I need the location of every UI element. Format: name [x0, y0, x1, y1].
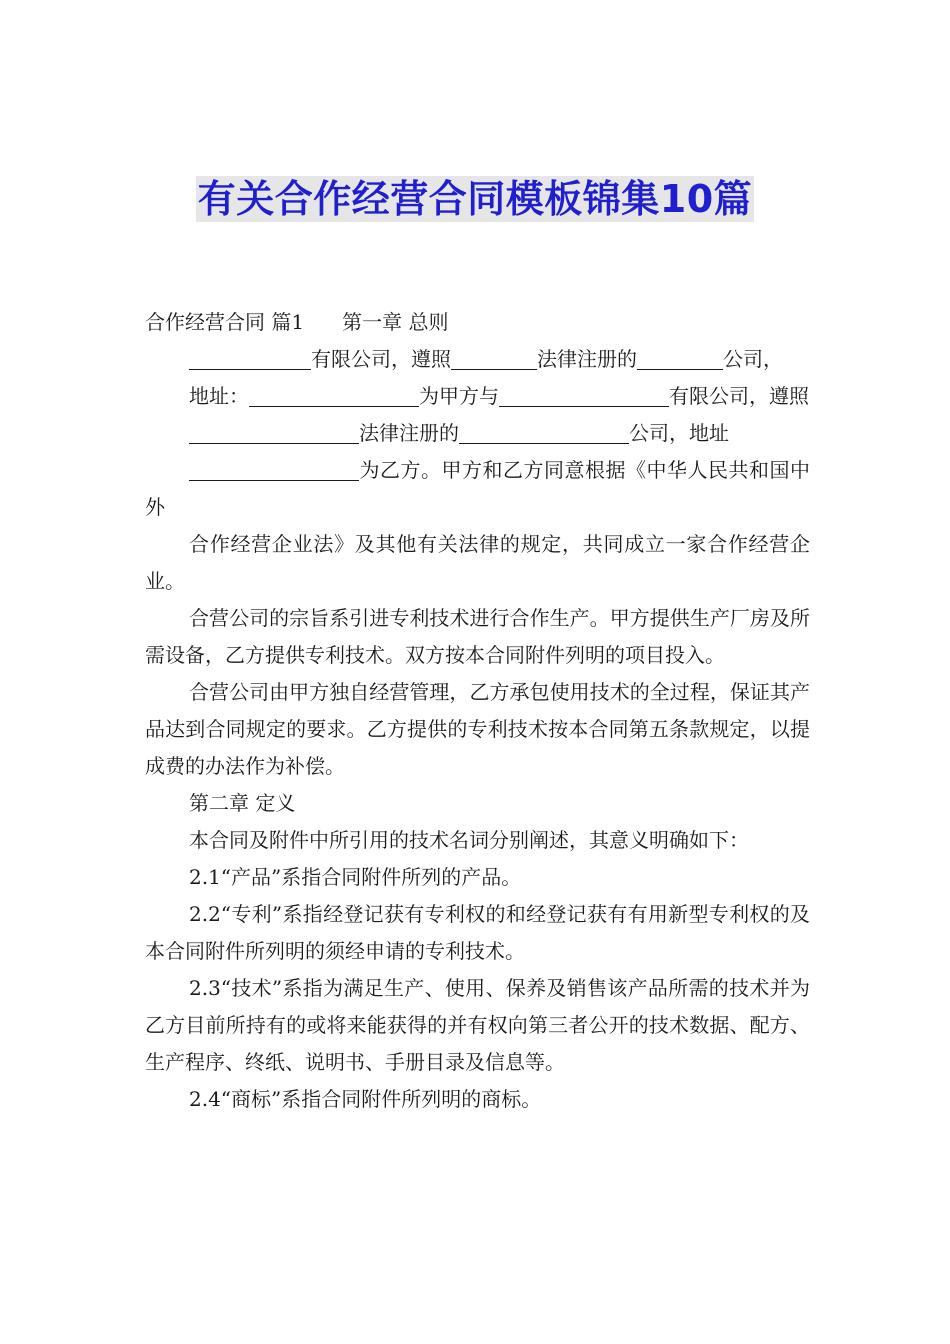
clause-2-3: 2.3“技术”系指为满足生产、使用、保养及销售该产品所需的技术并为乙方目前所持有的或将来能获得的并有权向第三者公开的技术数据、配方、生产程序、终纸、说明书、手册目录及信息等。: [145, 976, 810, 1074]
text-fragment: 为甲方与: [419, 384, 499, 408]
blank-field: [189, 417, 359, 444]
paragraph-parties-2: [145, 378, 810, 415]
blank-field: [459, 417, 629, 444]
clause-2-4: 2.4“商标”系指合同附件所列明的商标。: [189, 1087, 542, 1111]
document-title: 有关合作经营合同模板锦集10篇: [197, 177, 753, 221]
paragraph-parties-4: [145, 452, 810, 526]
blank-field: [451, 343, 537, 370]
paragraph-management: 合营公司由甲方独自经营管理，乙方承包使用技术的全过程，保证其产品达到合同规定的要求。乙方提供的专利技术按本合同第五条款规定，以提成费的办法作为补偿。: [145, 680, 810, 778]
paragraph-purpose: 合营公司的宗旨系引进专利技术进行合作生产。甲方提供生产厂房及所需设备，乙方提供专利技术。双方按本合同附件列明的项目投入。: [145, 606, 810, 667]
clause-2-1: 2.1“产品”系指合同附件所列的产品。: [189, 865, 522, 889]
chapter-1-heading: 第一章 总则: [342, 310, 449, 334]
text-fragment: 公司，地址: [629, 421, 729, 445]
clause-2-2: 2.2“专利”系指经登记获有专利权的和经登记获有有用新型专利权的及本合同附件所列明的须经申请的专利技术。: [145, 902, 810, 963]
paragraph-parties-1: [145, 341, 810, 378]
text-fragment: 法律注册的: [537, 347, 637, 371]
blank-field: [637, 343, 723, 370]
chapter-2-heading: 第二章 定义: [189, 791, 296, 815]
title-area: [0, 176, 950, 222]
blank-field: [189, 343, 311, 370]
text-fragment: 法律注册的: [359, 421, 459, 445]
paragraph-parties-3: [145, 415, 810, 452]
text-fragment: 地址：: [189, 384, 249, 408]
paragraph-definitions-intro: 本合同及附件中所引用的技术名词分别阐述，其意义明确如下：: [189, 828, 749, 852]
text-fragment: 公司，: [723, 347, 783, 371]
text-fragment: 有限公司，遵照: [669, 384, 809, 408]
blank-field: [249, 380, 419, 407]
text-fragment: 为乙方。甲方和乙方同意根据《中华人民共和国中外: [145, 458, 810, 519]
blank-field: [189, 454, 359, 481]
paragraph-law: 合作经营企业法》及其他有关法律的规定，共同成立一家合作经营企业。: [145, 532, 810, 593]
text-fragment: 有限公司，遵照: [311, 347, 451, 371]
contract-heading: 合作经营合同 篇1: [145, 310, 305, 334]
section-heading: [145, 304, 810, 341]
document-body: [145, 304, 810, 1118]
blank-field: [499, 380, 669, 407]
